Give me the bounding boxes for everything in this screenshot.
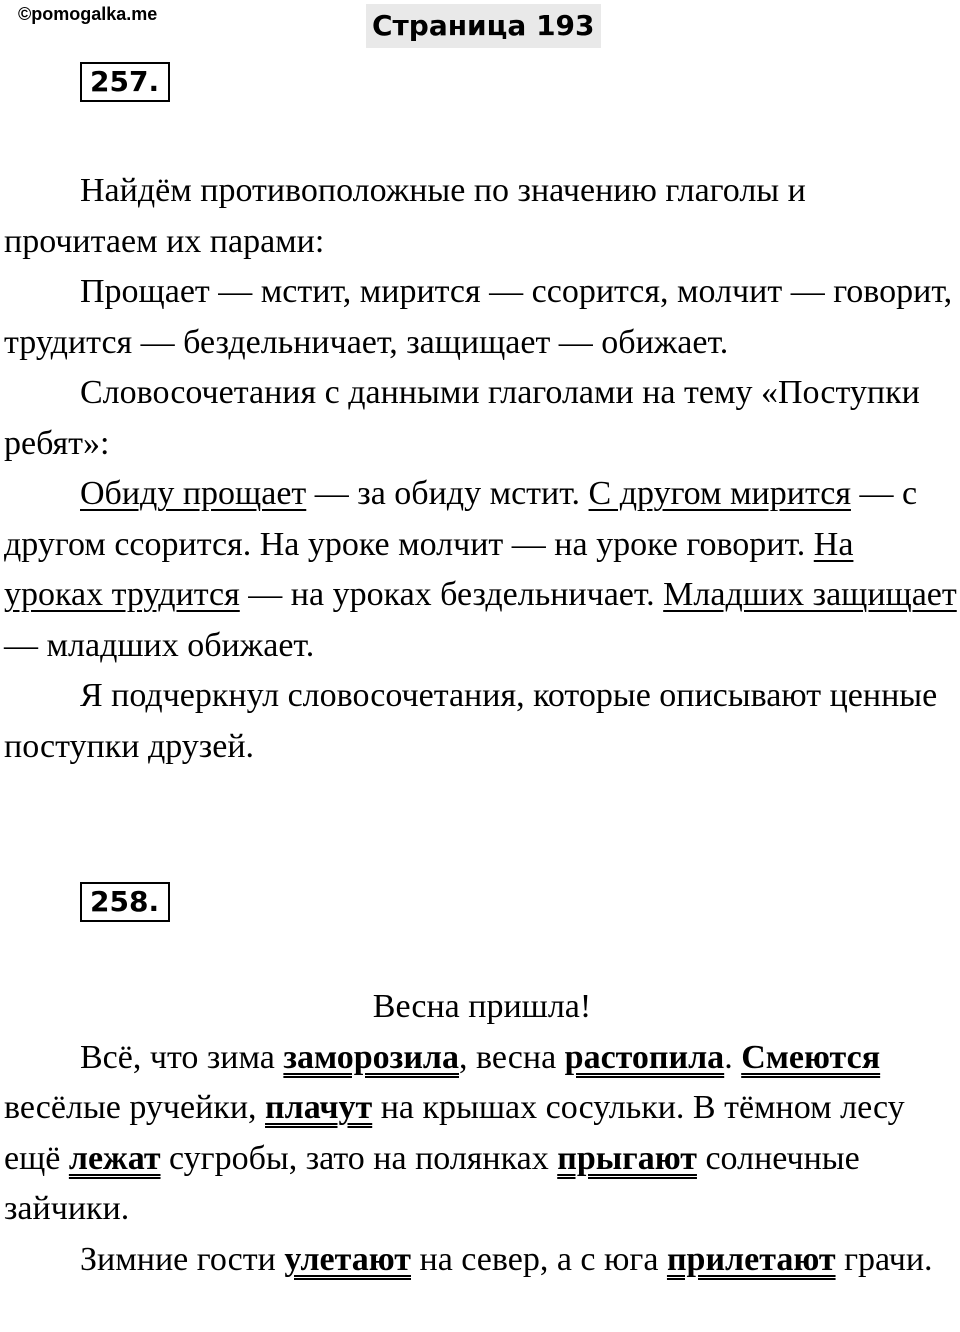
verb-underlined: заморозила xyxy=(283,1038,459,1076)
ex257-paragraph-5: Я подчеркнул словосочетания, которые описывают ценные поступки друзей. xyxy=(4,677,938,765)
text-fragment: грачи. xyxy=(835,1240,933,1278)
underlined-phrase: С другом мирится xyxy=(588,475,851,512)
ex258-paragraph-1 xyxy=(4,1033,960,1235)
text-fragment: на крышах сосульки. В тёмном лесу ещё xyxy=(4,1089,905,1177)
ex257-paragraph-3: Словосочетания с данными глаголами на тему «Поступки ребят»: xyxy=(4,374,920,462)
exercise-number-257: 257. xyxy=(80,62,170,102)
verb-underlined: прилетают xyxy=(666,1240,836,1278)
ex257-paragraph-2: Прощает — мстит, мирится — ссорится, молчит — говорит, трудится — бездельничает, защищает — обижает. xyxy=(4,273,953,361)
verb-underlined: лежат xyxy=(68,1139,161,1177)
ex257-paragraph-1: Найдём противоположные по значению глаголы и прочитаем их парами: xyxy=(4,172,806,260)
verb-underlined: прыгают xyxy=(557,1139,697,1177)
site-brand: ©pomogalka.me xyxy=(18,4,158,24)
verb-underlined: плачут xyxy=(265,1089,373,1126)
underlined-phrase: Обиду прощает xyxy=(80,475,307,512)
text-fragment: — младших обижает. xyxy=(4,626,315,664)
text-fragment: — на уроках бездельничает. xyxy=(239,576,664,613)
page-title: Страница 193 xyxy=(366,4,601,48)
text-fragment: солнечные зайчики. xyxy=(4,1139,860,1227)
text-fragment: — за обиду мстит. xyxy=(306,475,589,512)
ex258-paragraph-2 xyxy=(4,1235,960,1286)
verb-underlined: улетают xyxy=(284,1240,411,1278)
text-fragment: весёлые ручейки, xyxy=(4,1089,266,1126)
text-title: Весна пришла! xyxy=(372,988,592,1025)
text-fragment: Всё, что зима xyxy=(80,1038,284,1076)
text-fragment: , весна xyxy=(459,1038,565,1076)
exercise-257-text xyxy=(4,166,960,772)
exercise-number-258: 258. xyxy=(80,882,170,922)
underlined-phrase: На уроках трудится xyxy=(4,525,854,613)
exercise-258-text xyxy=(4,982,960,1285)
ex257-paragraph-4 xyxy=(4,469,960,671)
text-fragment: на север, а с юга xyxy=(411,1240,667,1278)
text-fragment: — с другом ссорится. На уроке молчит — на уроке говорит. xyxy=(4,475,918,563)
underlined-phrase: Младших защищает xyxy=(663,576,957,613)
text-fragment: сугробы, зато на полянках xyxy=(160,1139,558,1177)
text-fragment: . xyxy=(724,1038,742,1076)
verb-underlined: Смеются xyxy=(741,1038,881,1076)
text-fragment: Зимние гости xyxy=(80,1240,285,1278)
verb-underlined: растопила xyxy=(564,1038,725,1076)
